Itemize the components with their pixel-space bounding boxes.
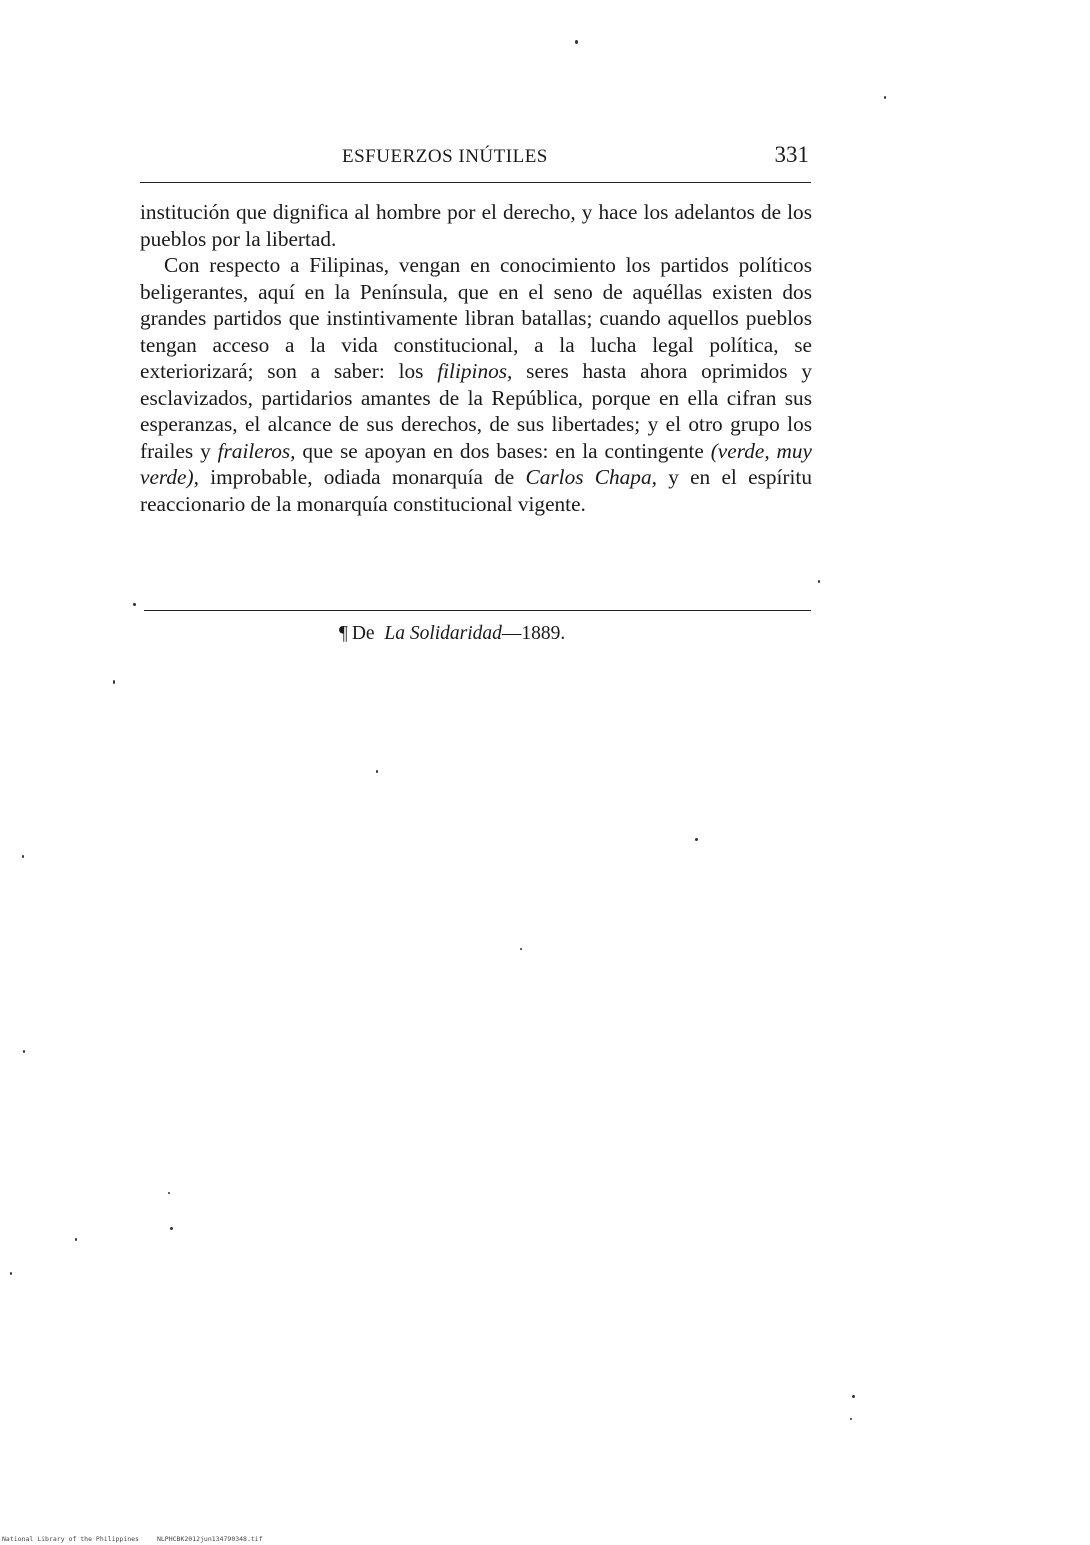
paragraph-1: institución que dignifica al hombre por el derecho, y hace los adelantos de los pueblos por la libertad. <box>140 200 812 251</box>
scan-speck <box>376 770 378 773</box>
paragraph-2-part-4: , improbable, odiada monarquía de <box>193 465 526 489</box>
scan-speck <box>520 948 522 950</box>
paragraph-2-part-1: Con respecto a Filipinas, vengan en conocimiento los partidos políticos beligerantes, aquí en la Península, que en el seno de aquéllas existen dos grandes partidos que instintivamente libran batallas; cuando aquellos pueblos tengan acceso a la vida constitucional, a la lucha legal política, se exteriorizará; son a saber: los <box>140 253 812 383</box>
scan-speck <box>575 40 578 44</box>
footer-rule <box>144 610 811 611</box>
scan-speck <box>133 603 136 606</box>
running-title: ESFUERZOS INÚTILES <box>342 146 548 167</box>
italic-filipinos: filipinos, <box>437 359 513 383</box>
paragraph-2 <box>140 252 812 517</box>
italic-verde: (verde, muy verde) <box>140 438 812 489</box>
scan-speck <box>10 1272 12 1275</box>
italic-fraileros: fraileros, <box>217 438 296 463</box>
body-text <box>140 199 812 517</box>
footer-file-id: NLPHCBK2012jun134790348.tif <box>156 1535 263 1543</box>
scan-speck <box>170 1227 173 1230</box>
page-number: 331 <box>774 142 809 167</box>
scan-speck <box>75 1238 77 1241</box>
source-prefix: De <box>351 623 375 644</box>
source-publication: La Solidaridad <box>384 623 502 644</box>
paragraph-2-part-5: y en el espíritu reaccionario de la monarquía constitucional vigente. <box>140 465 812 516</box>
pilcrow-icon: ¶ <box>339 623 348 644</box>
paragraph-2-part-2: seres hasta ahora oprimidos y esclavizados, partidarios amantes de la República, porque en ella cifran sus esperanzas, el alcance de sus derechos, de sus libertades; y el otro grupo los frailes y <box>140 359 812 463</box>
scan-speck <box>23 1050 25 1053</box>
source-suffix: —1889. <box>501 623 566 644</box>
scan-speck <box>113 680 115 684</box>
footer-library: National Library of the Philippines <box>2 1535 139 1543</box>
scan-footer-stamp <box>2 1535 263 1543</box>
header-rule <box>140 182 811 183</box>
italic-carlos-chapa: Carlos Chapa, <box>525 465 657 489</box>
scan-speck <box>850 1418 852 1420</box>
paragraph-2-part-3: que se apoyan en dos bases: en la contingente <box>295 438 711 463</box>
scan-speck <box>695 838 698 841</box>
scan-speck <box>852 1395 855 1398</box>
scan-speck <box>22 855 24 858</box>
scan-speck <box>818 580 820 583</box>
scan-speck <box>168 1192 170 1194</box>
scan-speck <box>884 96 886 99</box>
source-note <box>339 623 565 645</box>
